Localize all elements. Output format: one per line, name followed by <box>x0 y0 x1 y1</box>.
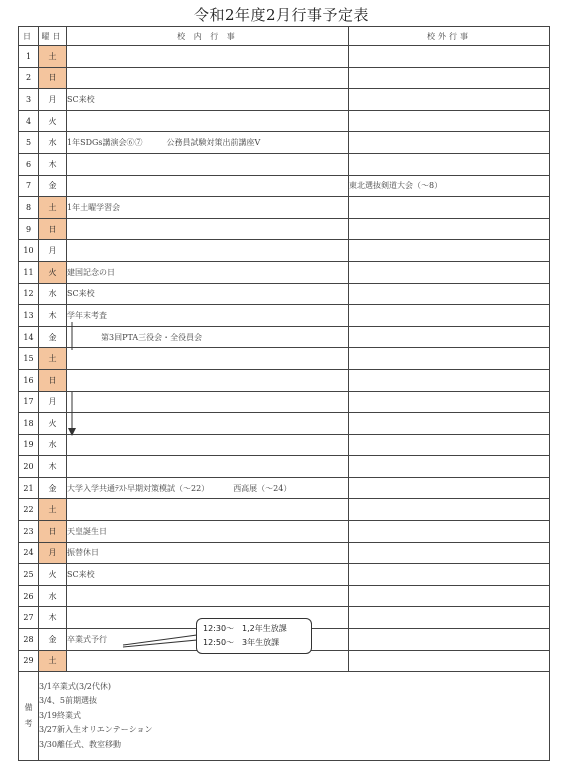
weekday-cell: 木 <box>39 456 67 478</box>
weekday-cell: 土 <box>39 46 67 68</box>
day-cell: 26 <box>19 585 39 607</box>
day-cell: 20 <box>19 456 39 478</box>
day-cell: 25 <box>19 564 39 586</box>
note-item: 3/27新入生オリエンテーション <box>39 725 153 735</box>
day-cell: 6 <box>19 153 39 175</box>
weekday-cell: 土 <box>39 499 67 521</box>
weekday-cell: 土 <box>39 650 67 672</box>
weekday-cell: 土 <box>39 348 67 370</box>
day-cell: 10 <box>19 240 39 262</box>
weekday-cell: 金 <box>39 629 67 651</box>
header-day: 日 <box>19 27 39 46</box>
weekday-cell: 日 <box>39 521 67 543</box>
arrow-down-icon <box>68 428 76 436</box>
weekday-cell: 木 <box>39 153 67 175</box>
note-item: 3/30離任式、教室移動 <box>39 739 121 749</box>
weekday-cell: 月 <box>39 542 67 564</box>
school-event-text: SC来校 <box>67 289 95 299</box>
weekday-cell: 月 <box>39 89 67 111</box>
callout-pointer <box>123 635 197 647</box>
day-cell: 3 <box>19 89 39 111</box>
notes-label: 備 考 <box>19 672 39 761</box>
weekday-cell: 月 <box>39 391 67 413</box>
school-event-text: 1年土曜学習会 <box>67 202 121 212</box>
page-title: 令和2年度2月行事予定表 <box>193 6 370 24</box>
school-event-text: 振替休日 <box>67 548 99 558</box>
day-cell: 14 <box>19 326 39 348</box>
day-cell: 13 <box>19 305 39 327</box>
weekday-cell: 月 <box>39 240 67 262</box>
header-school-events: 校 内 行 事 <box>67 27 349 46</box>
day-cell: 12 <box>19 283 39 305</box>
school-event-text: 天皇誕生日 <box>67 526 107 536</box>
school-event-text: 学年末考査 <box>67 310 107 320</box>
weekday-cell: 金 <box>39 175 67 197</box>
school-event-text-2: 西高展（～24） <box>233 483 292 493</box>
school-event-text: 卒業式予行 <box>67 634 107 644</box>
weekday-cell: 水 <box>39 283 67 305</box>
school-event-text: 1年SDGs講演会⑥⑦ <box>67 138 143 148</box>
day-cell: 18 <box>19 413 39 435</box>
weekday-cell: 水 <box>39 132 67 154</box>
weekday-cell: 火 <box>39 413 67 435</box>
day-cell: 1 <box>19 46 39 68</box>
weekday-cell: 木 <box>39 607 67 629</box>
callout-line-1: 12:30～ 1,2年生放課 <box>203 624 287 633</box>
day-cell: 28 <box>19 629 39 651</box>
day-cell: 29 <box>19 650 39 672</box>
day-cell: 9 <box>19 218 39 240</box>
header-outside-events: 校外行事 <box>349 27 550 46</box>
callout-line-2: 12:50～ 3年生放課 <box>203 638 280 647</box>
day-cell: 8 <box>19 197 39 219</box>
header-weekday: 曜日 <box>39 27 67 46</box>
day-cell: 11 <box>19 261 39 283</box>
day-cell: 27 <box>19 607 39 629</box>
weekday-cell: 火 <box>39 110 67 132</box>
day-cell: 16 <box>19 369 39 391</box>
weekday-cell: 水 <box>39 434 67 456</box>
day-cell: 5 <box>19 132 39 154</box>
day-cell: 15 <box>19 348 39 370</box>
weekday-cell: 日 <box>39 369 67 391</box>
weekday-cell: 金 <box>39 477 67 499</box>
school-event-text: SC来校 <box>67 570 95 580</box>
weekday-cell: 火 <box>39 564 67 586</box>
day-cell: 23 <box>19 521 39 543</box>
note-item: 3/4、5前期選抜 <box>39 696 97 706</box>
weekday-cell: 木 <box>39 305 67 327</box>
weekday-cell: 火 <box>39 261 67 283</box>
school-event-text-2: 公務員試験対策出前講座Ⅴ <box>166 138 261 148</box>
day-cell: 2 <box>19 67 39 89</box>
weekday-cell: 金 <box>39 326 67 348</box>
day-cell: 4 <box>19 110 39 132</box>
note-item: 3/1卒業式(3/2代休) <box>39 681 111 691</box>
school-event-text: 建国記念の日 <box>67 267 115 277</box>
day-cell: 21 <box>19 477 39 499</box>
day-cell: 24 <box>19 542 39 564</box>
school-event-text: 大学入学共通ﾃｽﾄ早期対策模試（～22） <box>67 483 210 493</box>
dismissal-callout <box>196 618 312 654</box>
school-event-text: 第3回PTA三役会・全役員会 <box>101 332 203 342</box>
day-cell: 22 <box>19 499 39 521</box>
weekday-cell: 水 <box>39 585 67 607</box>
school-event-text: SC来校 <box>67 94 95 104</box>
day-cell: 17 <box>19 391 39 413</box>
day-cell: 19 <box>19 434 39 456</box>
weekday-cell: 日 <box>39 218 67 240</box>
outside-event-cell: 東北選抜剣道大会（～8） <box>349 175 550 197</box>
day-cell: 7 <box>19 175 39 197</box>
note-item: 3/19終業式 <box>39 710 81 720</box>
weekday-cell: 日 <box>39 67 67 89</box>
weekday-cell: 土 <box>39 197 67 219</box>
